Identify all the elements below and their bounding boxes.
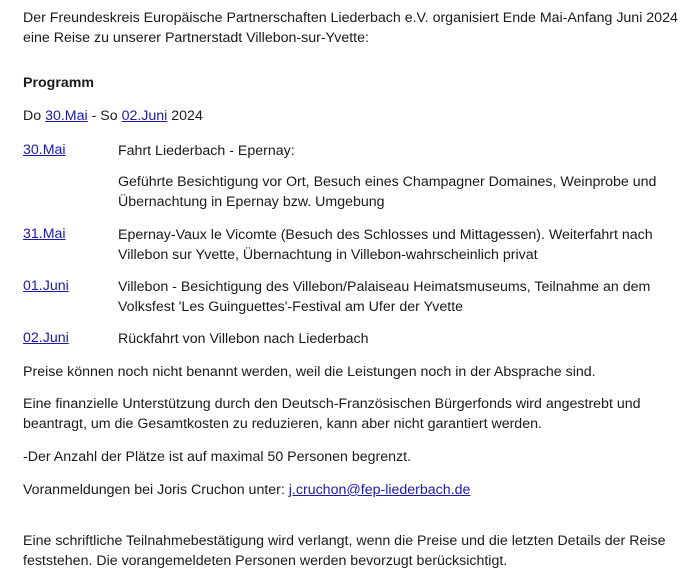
date-range xyxy=(23,107,203,127)
schedule-date-link[interactable]: 02.Juni xyxy=(23,330,69,346)
schedule-detail: Geführte Besichtigung vor Ort, Besuch eines Champagner Domaines, Weinprobe und Übernachtung in Epernay bzw. Umgebung xyxy=(118,174,657,210)
intro-paragraph: Der Freundeskreis Europäische Partnerschaften Liederbach e.V. organisiert Ende Mai-Anfang Juni 2024 eine Reise zu unserer Partnerstadt Villebon-sur-Yvette: xyxy=(23,10,678,46)
registration-note xyxy=(23,481,689,501)
funding-note: Eine finanzielle Unterstützung durch den Deutsch-Französischen Bürgerfonds wird angestrebt und beantragt, um die Gesamtkosten zu reduzieren, kann aber nicht garantiert werden. xyxy=(23,396,641,432)
date-range-prefix: Do xyxy=(23,108,46,124)
schedule-description: Villebon - Besichtigung des Villebon/Palaiseau Heimatsmuseums, Teilnahme an dem Volksfest 'Les Guinguettes'-Festival am Ufer der Yvette xyxy=(118,279,651,315)
registration-email-link[interactable]: j.cruchon@fep-liederbach.de xyxy=(288,482,471,498)
prices-note: Preise können noch nicht benannt werden, weil die Leistungen noch in der Absprache sind. xyxy=(23,364,596,380)
schedule-description: Fahrt Liederbach - Epernay: xyxy=(118,143,295,159)
confirmation-note: Eine schriftliche Teilnahmebestätigung wird verlangt, wenn die Preise und die letzten Details der Reise feststehen. Die vorangemeldeten Personen werden bevorzugt berücksichtigt. xyxy=(23,533,666,569)
end-date-link[interactable]: 02.Juni xyxy=(121,108,168,124)
places-note: -Der Anzahl der Plätze ist auf maximal 50 Personen begrenzt. xyxy=(23,449,411,465)
schedule-description: Rückfahrt von Villebon nach Liederbach xyxy=(118,331,369,347)
start-date-link[interactable]: 30.Mai xyxy=(45,108,88,124)
date-range-separator: - So xyxy=(87,108,122,124)
registration-label: Voranmeldungen bei Joris Cruchon unter: xyxy=(23,482,289,498)
date-range-suffix: 2024 xyxy=(167,108,203,124)
schedule-date-link[interactable]: 30.Mai xyxy=(23,142,66,158)
schedule-date-link[interactable]: 31.Mai xyxy=(23,226,66,242)
program-heading: Programm xyxy=(23,75,94,91)
schedule-description: Epernay-Vaux le Vicomte (Besuch des Schlosses und Mittagessen). Weiterfahrt nach Villebon sur Yvette, Übernachtung in Villebon-wahrscheinlich privat xyxy=(118,227,653,263)
schedule-date-link[interactable]: 01.Juni xyxy=(23,278,69,294)
